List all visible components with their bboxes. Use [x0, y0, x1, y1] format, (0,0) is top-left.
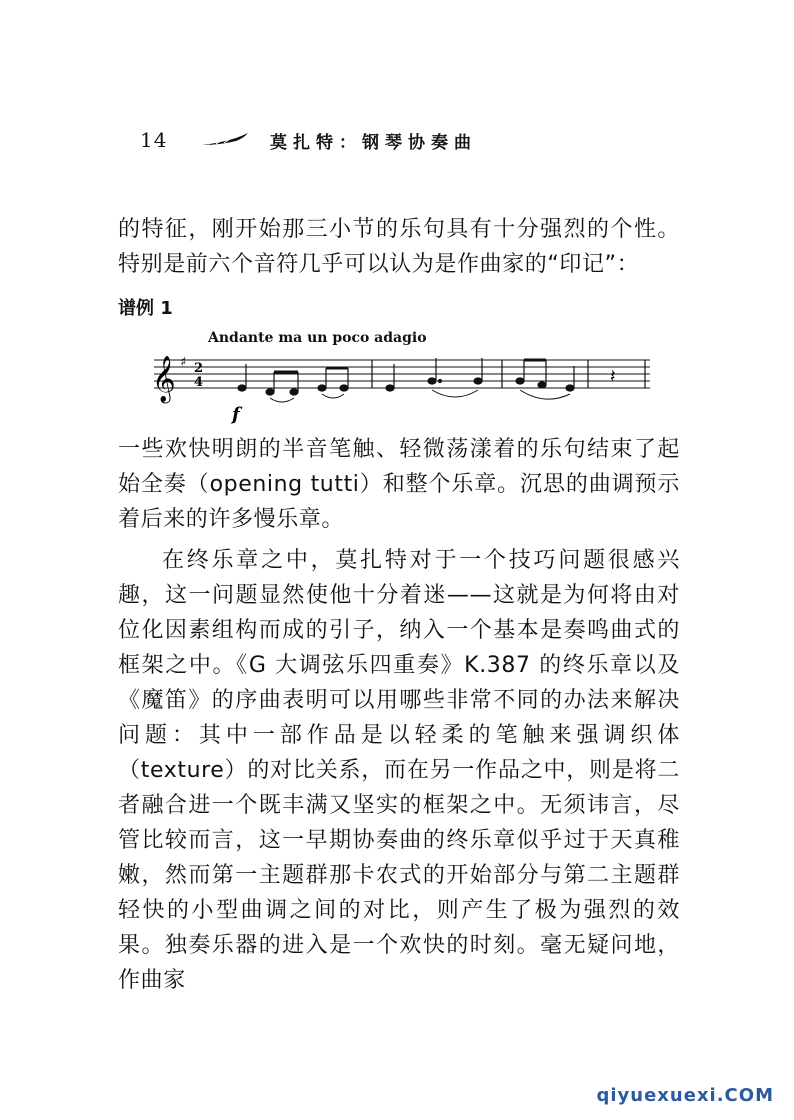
music-example: [150, 330, 654, 430]
note: [318, 385, 326, 391]
music-staff: [150, 350, 654, 430]
tempo-marking: Andante ma un poco adagio: [208, 330, 427, 346]
site-watermark: qiyuexuexi.COM: [596, 1085, 774, 1106]
dynamic-marking: f: [232, 404, 240, 425]
paragraph: 一些欢快明朗的半音笔触、轻微荡漾着的乐句结束了起始全奏（opening tutti）和整个乐章。沉思的曲调预示着后来的许多慢乐章。: [118, 437, 680, 532]
note: [238, 385, 246, 391]
note: [566, 385, 574, 391]
note: [266, 389, 274, 395]
page-number: 14: [140, 128, 168, 152]
note: [538, 382, 546, 388]
running-header: [140, 128, 680, 158]
time-signature-bottom: 4: [194, 375, 204, 390]
note: [290, 389, 298, 395]
sharp-icon: ♯: [180, 355, 187, 370]
time-signature-top: 2: [194, 361, 204, 376]
treble-clef-icon: 𝄞: [152, 356, 176, 402]
paragraph: 在终乐章之中，莫扎特对于一个技巧问题很感兴趣，这一问题显然使他十分着迷——这就是为何将由对位化因素组构而成的引子，纳入一个基本是奏鸣曲式的框架之中。《G 大调弦乐四重奏》K.387 的终乐章以及《魔笛》的序曲表明可以用哪些非常不同的办法来解决问题：其中一部作品是以轻柔的笔触来强调织体（texture）的对比关系，而在另一作品之中，则是将二者融合进一个既丰满又坚实的框架之中。无须讳言，尽管比较而言，这一早期协奏曲的终乐章似乎过于天真稚嫩，然而第一主题群那卡农式的开始部分与第二主题群轻快的小型曲调之间的对比，则产生了极为强烈的效果。独奏乐器的进入是一个欢快的时刻。毫无疑问地，作曲家: [118, 548, 680, 993]
paragraph: 的特征，刚开始那三小节的乐句具有十分强烈的个性。特别是前六个音符几乎可以认为是作曲家的“印记”：: [118, 217, 680, 277]
note: [386, 385, 394, 391]
note: [340, 385, 348, 391]
feather-ornament-icon: [200, 132, 250, 152]
running-title: 莫扎特：钢琴协奏曲: [270, 133, 477, 153]
music-example-label: 谱例 1: [118, 298, 173, 319]
text-block-top: [118, 212, 680, 282]
quarter-rest-icon: 𝄽: [610, 366, 616, 387]
text-block-bottom: [118, 432, 680, 998]
note: [516, 378, 524, 384]
note: [474, 378, 482, 384]
note: [428, 378, 436, 384]
